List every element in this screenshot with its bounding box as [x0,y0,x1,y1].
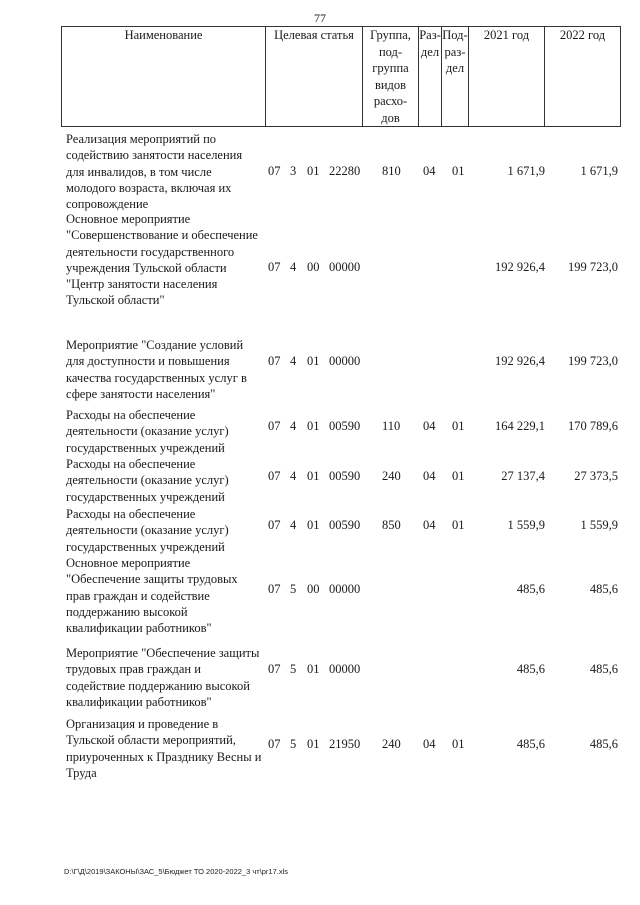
header-year-2021: 2021 год [469,27,545,127]
row-name: Основное мероприятие "Обеспечение защиты трудовых прав граждан и содействие поддержанию высокой квалификации работников" [66,556,238,636]
cell-t3: 00 [307,260,320,274]
cell-t3: 01 [307,469,320,483]
cell-grp: 240 [382,737,401,751]
cell-pod: 01 [452,419,465,433]
row-name: Реализация мероприятий по содействию занятости населения для инвалидов, в том числе молодого возраста, включая их сопровождение [66,132,243,212]
cell-t3: 01 [307,354,320,368]
cell-t4: 00000 [329,260,361,274]
cell-y1: 485,6 [516,662,545,676]
cell-t3: 01 [307,518,320,532]
header-target: Целевая статья [266,27,363,127]
row-name: Организация и проведение в Тульской области мероприятий, приуроченных к Празднику Весны и Труда [66,717,262,780]
cell-t2: 3 [290,164,297,178]
row-name: Расходы на обеспечение деятельности (оказание услуг) государственных учреждений [66,408,229,455]
cell-t1: 07 [268,582,281,596]
cell-t4: 00000 [329,582,361,596]
cell-t4: 00590 [329,469,361,483]
row-name: Расходы на обеспечение деятельности (оказание услуг) государственных учреждений [66,507,229,554]
cell-t1: 07 [268,737,281,751]
cell-y1: 192 926,4 [495,354,545,368]
cell-t3: 01 [307,737,320,751]
cell-grp: 110 [382,419,401,433]
cell-y2: 170 789,6 [568,419,618,433]
cell-y2: 1 559,9 [580,518,618,532]
cell-y2: 199 723,0 [568,354,618,368]
cell-t4: 00590 [329,419,361,433]
cell-y2: 485,6 [589,582,618,596]
header-group: Группа, под- группа видов расхо- дов [363,27,419,127]
cell-y2: 1 671,9 [580,164,618,178]
cell-y1: 485,6 [516,582,545,596]
row-name: Мероприятие "Обеспечение защиты трудовых прав граждан и содействие поддержанию высокой квалификации работников" [66,646,260,709]
cell-y2: 485,6 [589,662,618,676]
cell-t1: 07 [268,354,281,368]
cell-t4: 21950 [329,737,361,751]
cell-raz: 04 [423,518,436,532]
cell-y2: 27 373,5 [574,469,618,483]
cell-pod: 01 [452,737,465,751]
cell-raz: 04 [423,469,436,483]
cell-raz: 04 [423,164,436,178]
cell-t1: 07 [268,662,281,676]
cell-t4: 00000 [329,354,361,368]
cell-pod: 01 [452,518,465,532]
cell-grp: 240 [382,469,401,483]
header-name: Наименование [62,27,266,127]
cell-pod: 01 [452,469,465,483]
cell-grp: 850 [382,518,401,532]
cell-t1: 07 [268,469,281,483]
cell-t2: 4 [290,260,297,274]
cell-y1: 1 559,9 [507,518,545,532]
cell-t1: 07 [268,518,281,532]
header-podrazdel: Под- раз- дел [442,27,469,127]
cell-y2: 485,6 [589,737,618,751]
cell-t1: 07 [268,260,281,274]
cell-y1: 192 926,4 [495,260,545,274]
cell-t3: 01 [307,419,320,433]
cell-t4: 00590 [329,518,361,532]
cell-t2: 4 [290,518,297,532]
cell-t3: 01 [307,164,320,178]
cell-t2: 5 [290,662,297,676]
table-header [61,26,621,127]
cell-raz: 04 [423,419,436,433]
cell-y1: 164 229,1 [495,419,545,433]
file-path-footer: D:\Г\Д\2019\ЗАКОНЫ\ЗАС_5\Бюджет ТО 2020-2022_3 чт\pr17.xls [64,867,289,876]
cell-t2: 4 [290,354,297,368]
cell-y2: 199 723,0 [568,260,618,274]
header-razdel: Раз- дел [419,27,442,127]
cell-t2: 5 [290,737,297,751]
cell-t4: 00000 [329,662,361,676]
cell-t1: 07 [268,419,281,433]
cell-grp: 810 [382,164,401,178]
cell-t3: 00 [307,582,320,596]
row-name: Основное мероприятие "Совершенствование и обеспечение деятельности государственного учреждения Тульской области "Центр занятости населения Тульской области" [66,212,258,308]
cell-y1: 485,6 [516,737,545,751]
cell-raz: 04 [423,737,436,751]
cell-pod: 01 [452,164,465,178]
cell-t2: 4 [290,419,297,433]
cell-t4: 22280 [329,164,361,178]
cell-y1: 1 671,9 [507,164,545,178]
cell-t1: 07 [268,164,281,178]
header-year-2022: 2022 год [545,27,621,127]
cell-t3: 01 [307,662,320,676]
cell-t2: 5 [290,582,297,596]
cell-y1: 27 137,4 [501,469,545,483]
cell-t2: 4 [290,469,297,483]
row-name: Мероприятие "Создание условий для доступности и повышения качества государственных услуг в сфере занятости населения" [66,338,247,401]
page-number: 77 [314,11,326,25]
row-name: Расходы на обеспечение деятельности (оказание услуг) государственных учреждений [66,457,229,504]
